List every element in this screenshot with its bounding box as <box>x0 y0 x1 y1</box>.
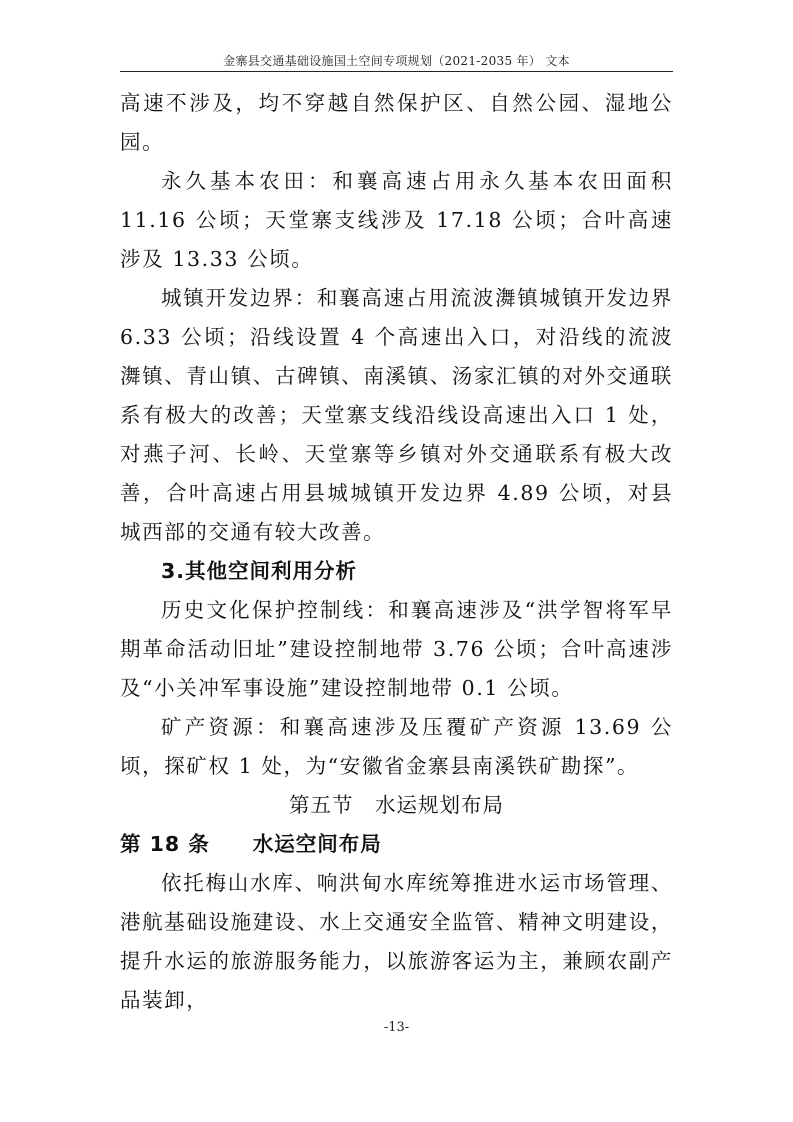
paragraph-water-transport: 依托梅山水库、响洪甸水库统筹推进水运市场管理、港航基础设施建设、水上交通安全监管、精神文明建设，提升水运的旅游服务能力，以旅游客运为主，兼顾农副产品装卸， <box>120 871 673 1012</box>
paragraph-basic-farmland: 永久基本农田：和襄高速占用永久基本农田面积 11.16 公顷；天堂寨支线涉及 17.18 公顷；合叶高速涉及 13.33 公顷。 <box>120 169 673 271</box>
paragraph-mineral-resources: 矿产资源：和襄高速涉及压覆矿产资源 13.69 公顷，探矿权 1 处，为“安徽省金寨县南溪铁矿勘探”。 <box>120 715 673 778</box>
paragraph-urban-boundary: 城镇开发边界：和襄高速占用流波㵲镇城镇开发边界 6.33 公顷；沿线设置 4 个高速出入口，对沿线的流波㵲镇、青山镇、古碑镇、南溪镇、汤家汇镇的对外交通联系有极大的改善；天堂寨支线沿线设高速出入口 1 处，对燕子河、长岭、天堂寨等乡镇对外交通联系有极大改善，合叶高速占用县城城镇开发边界 4.89 公顷，对县城西部的交通有较大改善。 <box>120 286 673 544</box>
paragraph-continuation: 高速不涉及，均不穿越自然保护区、自然公园、湿地公园。 <box>120 91 673 154</box>
article-heading: 第 18 条 水运空间布局 <box>120 832 382 856</box>
header-rule <box>120 71 673 72</box>
paragraph-heritage-control: 历史文化保护控制线：和襄高速涉及“洪学智将军早期革命活动旧址”建设控制地带 3.76 公顷；合叶高速涉及“小关冲军事设施”建设控制地带 0.1 公顷。 <box>120 598 673 700</box>
subsection-heading: 3.其他空间利用分析 <box>161 559 358 583</box>
document-body <box>120 84 673 1020</box>
section-heading: 第五节 水运规划布局 <box>289 793 504 817</box>
page-number: -13- <box>383 1020 410 1035</box>
running-header: 金寨县交通基础设施国土空间专项规划（2021-2035 年） 文本 <box>223 54 570 68</box>
